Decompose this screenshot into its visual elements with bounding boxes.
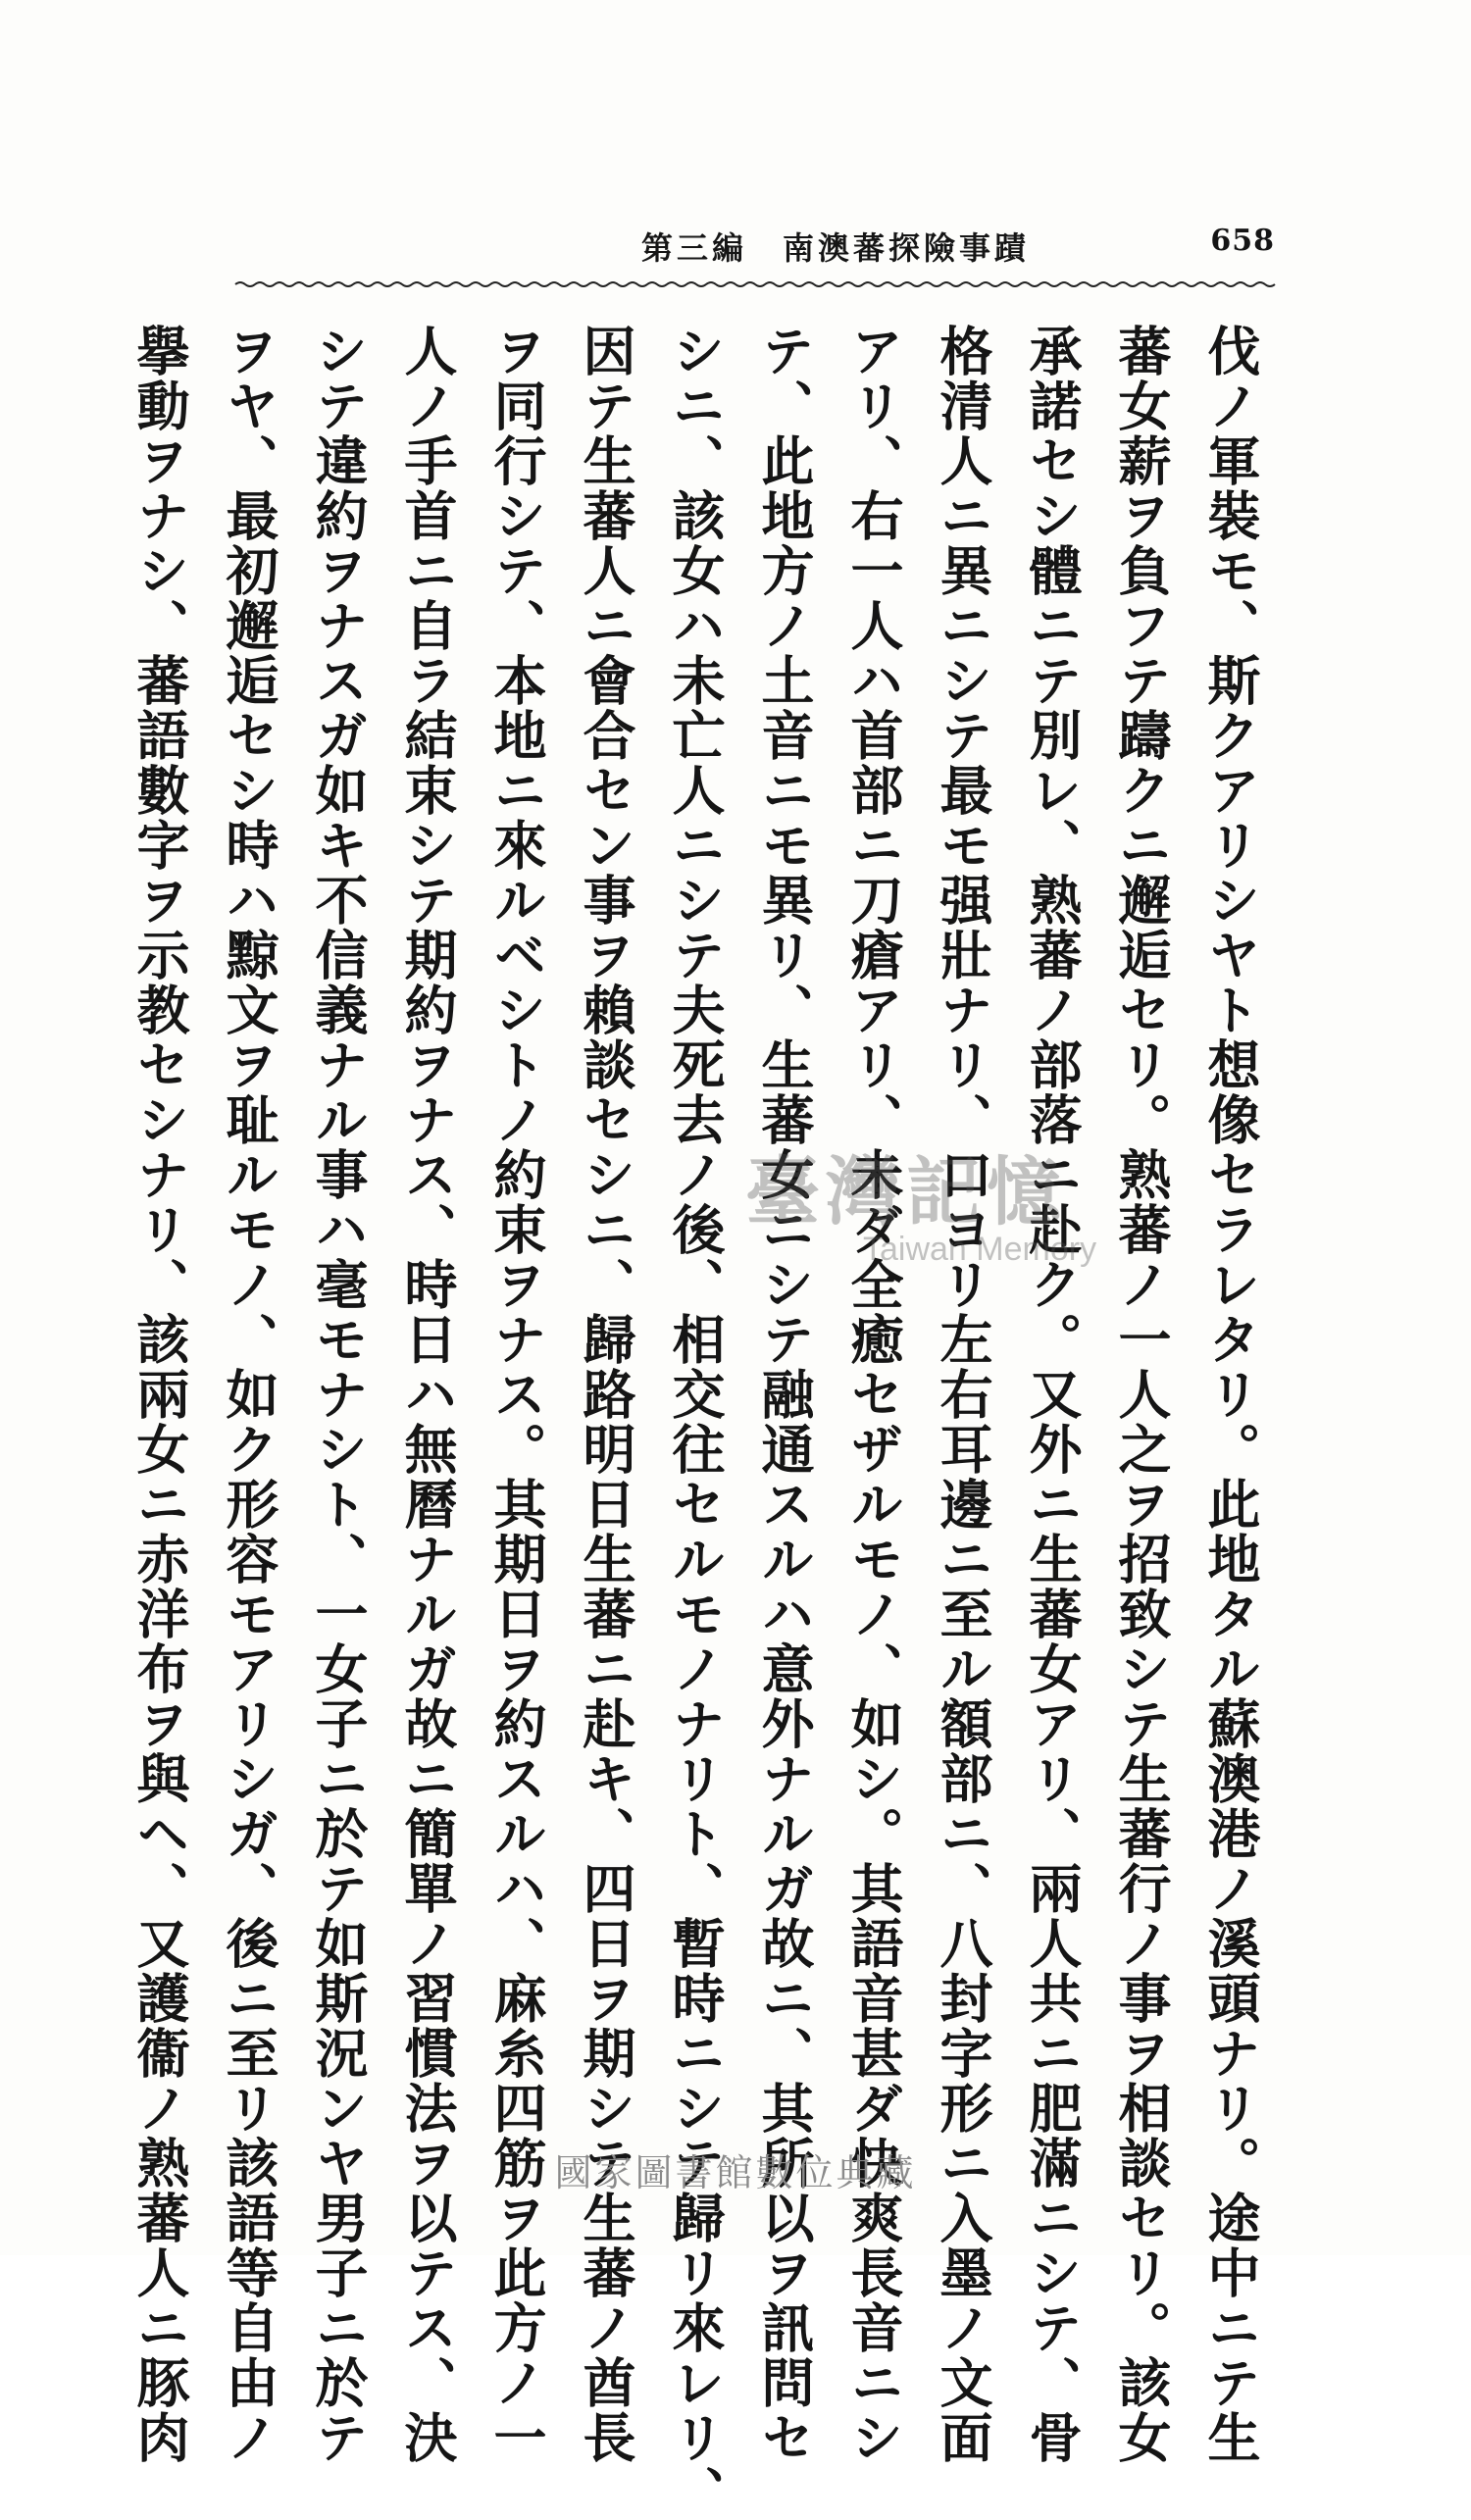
text-column: 蕃女薪ヲ負フテ躊クニ邂逅セリ。熟蕃ノ一人之ヲ招致シテ生蕃行ノ事ヲ相談セリ。該女 xyxy=(1110,324,1173,2465)
footer-caption: 國家圖書館數位典藏 xyxy=(554,2151,917,2194)
text-column: シテ違約ヲナスガ如キ不信義ナル事ハ毫モナシト、一女子ニ於テ如斯況ンヤ男子ニ於テ xyxy=(307,324,370,2465)
text-column: 擧動ヲナシ、蕃語數字ヲ示教セシナリ、該兩女ニ赤洋布ヲ與ヘ、又護衞ノ熟蕃人ニ豚肉 xyxy=(128,324,191,2465)
wavy-header-rule xyxy=(235,280,1275,288)
running-title: 第三編 南澳蕃探險事蹟 xyxy=(640,229,1030,267)
page-number: 658 xyxy=(1210,224,1275,258)
text-column: アリ、右一人ハ首部ニ刀瘡アリ、未ダ全癒セザルモノ、如シ。其語音甚ダ快爽長音ニシ xyxy=(842,324,905,2465)
text-column: テ、此地方ノ土音ニモ異リ、生蕃女ニシテ融通スルハ意外ナルガ故ニ、其所以ヲ訊問セ xyxy=(753,324,816,2465)
running-header xyxy=(235,216,1275,275)
watermark-text: 臺灣記憶 xyxy=(745,1148,1067,1235)
text-column: シニ、該女ハ未亡人ニシテ夫死去ノ後、相交往セルモノナリト、暫時ニシテ歸リ來レリ、 xyxy=(664,324,727,2520)
text-column: ヲ同行シテ、本地ニ來ルベシトノ約束ヲナス。其期日ヲ約スルハ、麻糸四筋ヲ此方ノ一 xyxy=(485,324,548,2465)
text-column: 伐ノ軍裝モ、斯クアリシヤト想像セラレタリ。此地タル蘇澳港ノ溪頭ナリ。途中ニテ生 xyxy=(1199,324,1262,2465)
text-column: 人ノ手首ニ自ラ結束シテ期約ヲナス、時日ハ無曆ナルガ故ニ簡單ノ習慣法ヲ以テス、決 xyxy=(396,324,459,2465)
text-column: 格清人ニ異ニシテ最モ强壯ナリ、口ヨリ左右耳邊ニ至ル額部ニ、八封字形ニ入墨ノ文面 xyxy=(932,324,994,2465)
text-column: 因テ生蕃人ニ會合セン事ヲ賴談セシニ、歸路明日生蕃ニ赴キ、四日ヲ期シテ生蕃ノ酋長 xyxy=(575,324,637,2465)
text-column: 承諾セシ體ニテ別レ、熟蕃ノ部落ニ赴ク。又外ニ生蕃女アリ、兩人共ニ肥滿ニシテ、骨 xyxy=(1021,324,1084,2465)
text-column: ヲヤ、最初邂逅セシ時ハ黥文ヲ耻ルモノ、如ク形容モアリシガ、後ニ至リ該語等自由ノ xyxy=(218,324,280,2465)
watermark-subtext: Taiwan Memory xyxy=(863,1231,1097,1268)
